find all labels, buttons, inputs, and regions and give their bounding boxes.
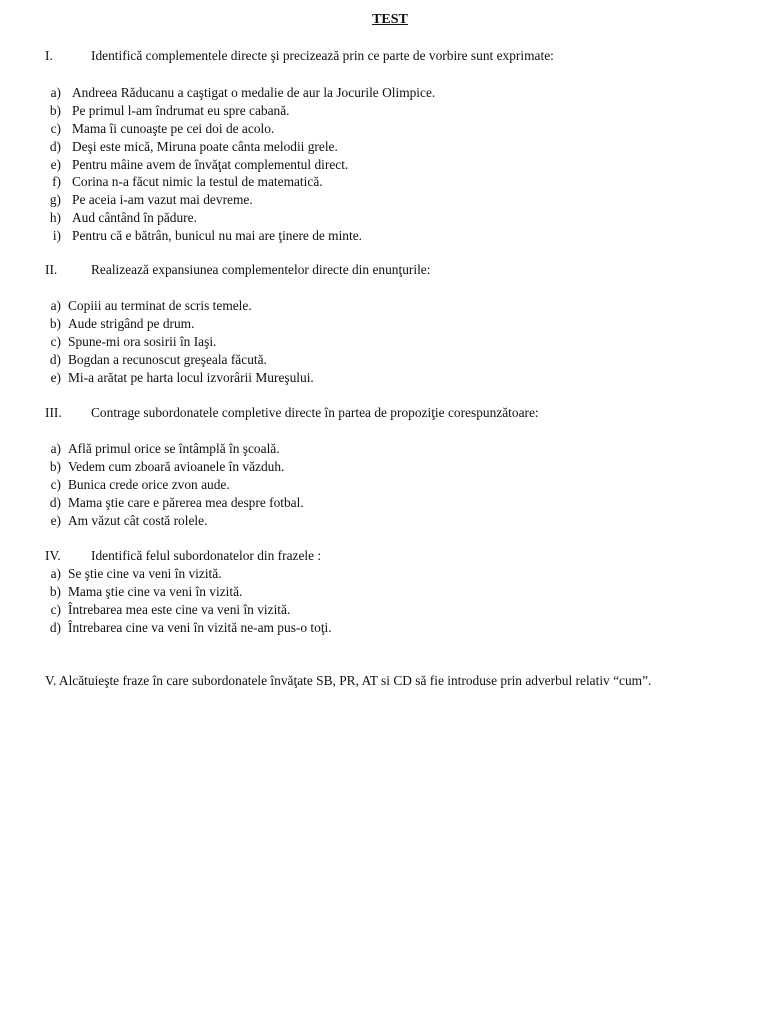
list-item [45,315,314,333]
list-item [45,297,314,315]
section-instruction: Realizează expansiunea complementelor directe din enunţurile: [91,262,431,277]
section-number: II. [45,262,58,277]
item-label: a) [50,85,61,100]
section-1-list [45,84,435,245]
item-label: a) [50,566,61,581]
item-text: Corina n-a făcut nimic la testul de matematică. [72,174,323,190]
item-label: c) [50,601,61,617]
item-text: Mama ştie cine va veni în vizită. [68,583,243,599]
item-text: Bogdan a recunoscut greşeala făcută. [68,351,267,367]
list-item [45,351,314,369]
list-item [45,476,304,494]
item-text: Pentru că e bătrân, bunicul nu mai are ţinere de minte. [72,228,363,244]
list-item [45,494,304,512]
item-label: b) [49,583,61,599]
list-item [45,120,435,138]
section-4-list [45,565,332,637]
item-text: Pe primul l-am îndrumat eu spre cabană. [72,102,290,118]
item-text: Mama îi cunoaşte pe cei doi de acolo. [72,120,275,136]
list-item [45,173,435,191]
list-item [45,156,435,174]
section-1-heading [45,48,554,64]
section-5-instruction: V. Alcătuieşte fraze în care subordonatele învăţate SB, PR, AT si CD să fie introduse prin adverbul relativ “cum”. [45,673,652,688]
section-3-list [45,440,304,529]
item-label: b) [49,315,61,331]
list-item [45,333,314,351]
item-text: Am văzut cât costă rolele. [68,512,208,528]
item-text: Aude strigând pe drum. [68,315,195,331]
item-text: Pentru mâine avem de învăţat complementul direct. [72,156,349,172]
item-text: Mi-a arătat pe harta locul izvorârii Mureşului. [68,369,314,385]
item-label: a) [50,441,61,456]
list-item [45,102,435,120]
item-label: d) [49,494,61,510]
item-label: c) [50,333,61,349]
item-label: f) [52,174,61,190]
list-item [45,601,332,619]
item-label: a) [50,298,61,313]
section-3-heading [45,405,539,421]
item-label: d) [49,138,61,154]
item-label: e) [50,512,61,528]
list-item [45,512,304,530]
list-item [45,191,435,209]
list-item [45,138,435,156]
item-text: Întrebarea cine va veni în vizită ne-am pus-o toţi. [68,619,332,635]
item-text: Bunica crede orice zvon aude. [68,476,230,492]
list-item [45,619,332,637]
item-label: c) [50,120,61,136]
section-instruction: Contrage subordonatele completive directe în partea de propoziţie corespunzătoare: [91,405,539,420]
item-label: b) [49,458,61,474]
list-item [45,84,435,102]
list-item [45,458,304,476]
item-label: c) [50,476,61,492]
item-label: i) [52,228,61,244]
section-instruction: Identifică complementele directe şi precizează prin ce parte de vorbire sunt exprimate: [91,48,554,63]
list-item [45,440,304,458]
section-number: III. [45,405,62,420]
section-number: I. [45,48,53,63]
item-text: Mama ştie care e părerea mea despre fotbal. [68,494,304,510]
item-text: Află primul orice se întâmplă în şcoală. [68,441,280,456]
item-label: e) [50,156,61,172]
item-text: Spune-mi ora sosirii în Iaşi. [68,333,217,349]
item-text: Aud cântând în pădure. [72,210,197,226]
item-label: d) [49,351,61,367]
section-2-heading [45,262,430,278]
list-item [45,583,332,601]
page-title: TEST [372,12,408,27]
item-text: Se ştie cine va veni în vizită. [68,566,222,581]
item-label: b) [49,102,61,118]
item-text: Deşi este mică, Miruna poate cânta melodii grele. [72,138,338,154]
section-2-list [45,297,314,386]
section-number: IV. [45,548,61,563]
item-label: e) [50,369,61,385]
section-instruction: Identifică felul subordonatelor din frazele : [91,548,322,563]
list-item [45,369,314,387]
item-label: h) [49,210,61,226]
item-label: d) [49,619,61,635]
item-label: g) [49,192,61,208]
list-item [45,227,435,245]
list-item [45,565,332,583]
item-text: Andreea Răducanu a caştigat o medalie de aur la Jocurile Olimpice. [72,85,436,100]
item-text: Vedem cum zboară avioanele în văzduh. [68,458,285,474]
item-text: Întrebarea mea este cine va veni în vizită. [68,601,291,617]
section-4-heading [45,548,321,564]
item-text: Pe aceia i-am vazut mai devreme. [72,192,253,208]
list-item [45,209,435,227]
item-text: Copiii au terminat de scris temele. [68,298,252,313]
